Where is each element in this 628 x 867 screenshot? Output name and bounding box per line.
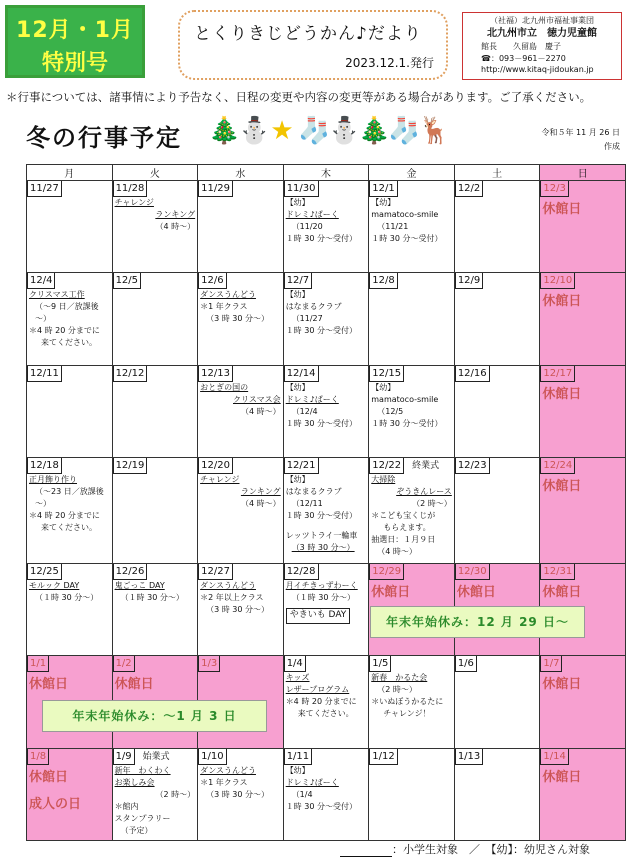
day-cell xyxy=(27,365,113,457)
event-line: ドレミ♪ぱーく xyxy=(285,394,339,404)
day-cell xyxy=(283,365,369,457)
date-number: 12/1 xyxy=(369,181,397,197)
date-number: 1/10 xyxy=(198,749,226,765)
week-row xyxy=(27,181,626,273)
event-line: ＊いぬぼうかるたに xyxy=(371,697,444,707)
date-number: 1/12 xyxy=(369,749,397,765)
event-line: ＊館内 xyxy=(114,801,139,811)
date-number: 1/5 xyxy=(369,656,391,672)
event-line: １時 30 分～受付） xyxy=(285,510,357,520)
week-row xyxy=(27,748,626,840)
event-line: クリスマス会 xyxy=(233,394,281,404)
weekday-3: 木 xyxy=(283,165,369,181)
date-number: 1/13 xyxy=(455,749,483,765)
event-line: ＊4 時 20 分までに xyxy=(29,510,100,520)
closed-label: 休館日 xyxy=(29,677,69,693)
event-line: （～9 日／放課後～） xyxy=(35,302,99,324)
event-line: （3 時 30 分～） xyxy=(206,605,270,615)
stocking-icon: 🧦 xyxy=(388,116,423,146)
event-line: 来てください。 xyxy=(41,522,97,532)
elementary-underline-sample xyxy=(340,856,392,857)
date-number: 11/29 xyxy=(198,181,233,197)
event-line: 【幼】 xyxy=(371,382,396,392)
date-number: 12/14 xyxy=(284,366,319,382)
website-url[interactable]: http://www.kitaq-jidoukan.jp xyxy=(481,65,594,75)
date-number: 12/3 xyxy=(540,181,568,197)
event-line: ＊2 年以上クラス xyxy=(200,593,264,603)
event-line: おとぎの国の xyxy=(200,382,249,392)
day-cell xyxy=(112,457,198,563)
day-cell xyxy=(540,748,626,840)
weekday-4: 金 xyxy=(369,165,455,181)
date-number: 12/7 xyxy=(284,273,312,289)
date-number: 12/12 xyxy=(113,366,148,382)
date-number: 11/30 xyxy=(284,181,319,197)
facility-name: 北九州市立 徳力児童館 xyxy=(487,27,597,39)
closed-label: 休館日 xyxy=(542,769,582,785)
event-line: ＊1 年クラス xyxy=(200,302,248,312)
closed-label: 休館日 xyxy=(542,202,582,217)
event-line xyxy=(286,522,367,530)
day-cell xyxy=(27,564,113,656)
special-issue-badge xyxy=(5,5,145,78)
weekday-5: 土 xyxy=(454,165,540,181)
closed-label: 休館日 xyxy=(371,585,411,601)
closed-label: 休館日 xyxy=(542,478,582,494)
event-line: 新年 わくわく xyxy=(114,765,171,775)
created-label: 作成 xyxy=(604,142,620,152)
date-number: 1/8 xyxy=(27,749,49,765)
weekday-6: 日 xyxy=(540,165,626,181)
date-number: 12/31 xyxy=(540,564,575,580)
event-line: （予定） xyxy=(120,825,153,835)
weekday-header xyxy=(27,165,626,181)
date-number: 1/14 xyxy=(540,749,568,765)
date-number: 12/21 xyxy=(284,458,319,474)
day-cell xyxy=(369,748,455,840)
event-line: はなまるクラブ xyxy=(285,486,342,496)
wreath-icon: 🎄 xyxy=(208,116,243,146)
day-cell xyxy=(454,273,540,365)
date-number: 12/5 xyxy=(113,273,141,289)
event-line: 【幼】 xyxy=(371,198,396,207)
day-cell xyxy=(283,457,369,563)
day-cell xyxy=(540,365,626,457)
day-cell xyxy=(198,564,284,656)
event-line: ぞうきんレース xyxy=(396,486,452,496)
operator: （社福）北九州市福祉事業団 xyxy=(490,16,594,25)
newsletter-title: とくりきじどうかん♪だより xyxy=(194,24,422,44)
event-line: １時 30 分～受付） xyxy=(285,234,357,243)
day-cell xyxy=(112,748,198,840)
event-line: 来てください。 xyxy=(41,338,97,348)
event-line: mamatoco-smile xyxy=(371,394,439,404)
closed-label: 休館日 xyxy=(114,677,154,693)
date-number: 12/24 xyxy=(540,458,575,474)
event-line: 鬼ごっこ DAY xyxy=(114,581,165,591)
event-line: スタンプラリー xyxy=(114,813,171,823)
event-line: （11/21 xyxy=(377,222,409,231)
event-line: （4 時～） xyxy=(241,498,281,508)
date-number: 12/6 xyxy=(198,273,226,289)
star-icon: ★ xyxy=(270,116,296,146)
closed-label: 休館日 xyxy=(542,677,582,693)
event-line: （１時 30 分～） xyxy=(291,593,355,603)
event-line: （11/20 xyxy=(291,222,323,231)
event-line: チャレンジ xyxy=(114,198,154,207)
day-cell xyxy=(454,457,540,563)
date-number: 12/26 xyxy=(113,564,148,580)
event-line: もらえます。 xyxy=(383,522,431,532)
date-number: 12/22 xyxy=(369,458,404,474)
day-cell xyxy=(198,273,284,365)
event-line: ランキング xyxy=(155,210,196,219)
event-line: 大掃除 xyxy=(371,474,396,484)
date-number: 12/2 xyxy=(455,181,483,197)
event-line: やきいも DAY xyxy=(286,608,351,624)
day-cell xyxy=(112,365,198,457)
day-cell xyxy=(369,273,455,365)
reindeer-icon: 🦌 xyxy=(418,116,453,146)
event-line: 抽選日：１月９日 xyxy=(371,534,436,544)
dec-closure-banner: 年末年始休み：12 月 29 日～ xyxy=(370,606,585,638)
closed-label: 休館日 xyxy=(456,585,496,601)
event-line: お楽しみ会 xyxy=(114,777,155,787)
date-number: 12/23 xyxy=(455,458,490,474)
event-line: （4 時～） xyxy=(377,546,417,556)
date-number: 12/28 xyxy=(284,564,319,580)
date-number: 12/15 xyxy=(369,366,404,382)
day-cell xyxy=(27,457,113,563)
christmas-decorations xyxy=(208,116,498,164)
weekday-1: 火 xyxy=(112,165,198,181)
day-cell xyxy=(27,748,113,840)
day-cell xyxy=(540,181,626,273)
event-line: （2 時～） xyxy=(377,685,417,695)
event-line: 【幼】 xyxy=(285,765,310,775)
notice: ＊行事については、諸事情により予告なく、日程の変更や内容の変更等がある場合があります。ご了承ください。 xyxy=(6,90,592,104)
event-line: ダンスうんどう xyxy=(200,581,256,591)
created-date-value: 令和５年 11 月 26 日 xyxy=(541,128,620,137)
badge-month: 12月・1月 xyxy=(16,18,134,43)
day-cell xyxy=(540,656,626,748)
date-number: 1/9 xyxy=(113,749,135,765)
date-number: 12/4 xyxy=(27,273,55,289)
snowman-icon: ⛄ xyxy=(328,116,363,146)
date-number: 1/7 xyxy=(540,656,562,672)
date-number: 12/9 xyxy=(455,273,483,289)
date-number: 12/27 xyxy=(198,564,233,580)
organization-box xyxy=(462,12,622,80)
holiday-label: 成人の日 xyxy=(29,797,82,813)
created-date xyxy=(520,126,620,155)
snowman-icon: ⛄ xyxy=(238,116,273,146)
day-cell xyxy=(454,748,540,840)
ceremony-label: 終業式 xyxy=(412,460,440,471)
day-cell xyxy=(283,273,369,365)
event-line: レッツトライ一輪車 xyxy=(285,530,358,540)
legend xyxy=(340,841,590,857)
event-line: mamatoco-smile xyxy=(371,210,439,219)
day-cell xyxy=(283,181,369,273)
day-cell xyxy=(540,457,626,563)
day-cell xyxy=(369,656,455,748)
event-line: モルック DAY xyxy=(29,581,80,591)
closed-label: 休館日 xyxy=(29,769,69,785)
date-number: 1/2 xyxy=(113,656,135,672)
stocking-icon: 🧦 xyxy=(298,116,333,146)
event-line: （1/4 xyxy=(291,789,313,799)
event-line: （3 時 30 分～） xyxy=(206,789,270,799)
week-row xyxy=(27,457,626,563)
day-cell xyxy=(540,273,626,365)
day-cell xyxy=(112,273,198,365)
week-row xyxy=(27,365,626,457)
event-line: レザープログラム xyxy=(285,685,350,695)
event-line: 【幼】 xyxy=(285,198,310,207)
event-line: １時 30 分～受付） xyxy=(285,418,357,428)
event-line: （～23 日／放課後～） xyxy=(35,486,104,508)
event-line: （2 時～） xyxy=(412,498,452,508)
event-line: ＊1 年クラス xyxy=(200,777,248,787)
event-line: （3 時 30 分～） xyxy=(206,314,270,324)
day-cell xyxy=(454,656,540,748)
date-number: 12/11 xyxy=(27,366,62,382)
event-line: ドレミ♪ぱーく xyxy=(285,777,339,787)
day-cell xyxy=(198,457,284,563)
closed-label: 休館日 xyxy=(542,585,582,601)
day-cell xyxy=(283,564,369,656)
date-number: 1/11 xyxy=(284,749,312,765)
day-cell xyxy=(198,748,284,840)
newsletter-title-box xyxy=(178,10,448,80)
day-cell xyxy=(283,656,369,748)
day-cell xyxy=(283,748,369,840)
date-number: 12/20 xyxy=(198,458,233,474)
issue-date: 2023.12.1.発行 xyxy=(345,56,434,70)
event-line: （12/5 xyxy=(377,406,404,416)
event-line: 正月飾り作り xyxy=(29,474,77,484)
weekday-0: 月 xyxy=(27,165,113,181)
event-line: ＊こども宝くじが xyxy=(371,510,436,520)
date-number: 1/3 xyxy=(198,656,220,672)
date-number: 1/4 xyxy=(284,656,306,672)
closed-label: 休館日 xyxy=(542,294,582,310)
day-cell xyxy=(27,273,113,365)
weekday-2: 水 xyxy=(198,165,284,181)
director: 館長 久留島 慶子 xyxy=(481,42,561,52)
day-cell xyxy=(112,181,198,273)
event-line: キッズ xyxy=(285,673,310,683)
event-line: ランキング xyxy=(240,486,281,496)
christmas-tree-icon: 🎄 xyxy=(358,116,393,146)
event-line: 【幼】 xyxy=(285,290,310,300)
event-line: ＊4 時 20 分までに xyxy=(285,697,357,707)
day-cell xyxy=(454,181,540,273)
date-number: 11/28 xyxy=(113,181,148,197)
event-line: チャレンジ！ xyxy=(383,709,431,719)
day-cell xyxy=(369,181,455,273)
event-line: クリスマス工作 xyxy=(29,290,85,300)
event-line: １時 30 分～受付） xyxy=(285,326,357,336)
date-number: 12/8 xyxy=(369,273,397,289)
date-number: 12/16 xyxy=(455,366,490,382)
event-line: （4 時～） xyxy=(155,222,196,231)
day-cell xyxy=(454,365,540,457)
event-line: はなまるクラブ xyxy=(285,302,342,312)
telephone: ☎：093－961－2270 xyxy=(481,53,566,63)
date-number: 12/30 xyxy=(455,564,490,580)
event-line: （12/11 xyxy=(291,498,323,508)
week-row xyxy=(27,273,626,365)
event-line: １時 30 分～受付） xyxy=(371,418,443,428)
event-line: 【幼】 xyxy=(285,382,310,392)
legend-text: ：小学生対象 ／ 【幼】：幼児さん対象 xyxy=(392,843,590,856)
event-line: 月イチきっずわーく xyxy=(285,581,358,591)
event-line: チャレンジ xyxy=(200,474,240,484)
event-line: １時 30 分～受付） xyxy=(285,801,357,811)
date-number: 12/18 xyxy=(27,458,62,474)
event-line: ドレミ♪ぱーく xyxy=(285,210,339,219)
event-line: （3 時 30 分～） xyxy=(291,542,355,552)
date-number: 11/27 xyxy=(27,181,62,197)
day-cell xyxy=(369,365,455,457)
event-line: （12/4 xyxy=(291,406,318,416)
event-line: （11/27 xyxy=(291,314,323,324)
event-line: （１時 30 分～） xyxy=(35,593,99,603)
event-calendar xyxy=(26,164,626,841)
calendar-title: 冬の行事予定 xyxy=(26,123,182,152)
date-number: 12/13 xyxy=(198,366,233,382)
date-number: 12/29 xyxy=(369,564,404,580)
jan-closure-banner: 年末年始休み：～1 月 3 日 xyxy=(42,700,267,732)
badge-special: 特別号 xyxy=(41,51,108,76)
day-cell xyxy=(369,457,455,563)
ceremony-label: 始業式 xyxy=(142,751,170,762)
day-cell xyxy=(112,564,198,656)
event-line: 新春 かるた会 xyxy=(371,673,428,683)
event-line: １時 30 分～受付） xyxy=(371,234,443,243)
event-line: 【幼】 xyxy=(285,474,310,484)
date-number: 12/19 xyxy=(113,458,148,474)
event-line: （4 時～） xyxy=(241,406,281,416)
day-cell xyxy=(198,365,284,457)
event-line: ダンスうんどう xyxy=(200,765,256,775)
event-line: ＊4 時 20 分までに xyxy=(29,326,100,336)
date-number: 12/17 xyxy=(540,366,575,382)
date-number: 1/1 xyxy=(27,656,49,672)
date-number: 1/6 xyxy=(455,656,477,672)
event-line: 来てください。 xyxy=(297,709,354,719)
event-line: （2 時～） xyxy=(155,789,196,799)
closed-label: 休館日 xyxy=(542,386,582,402)
day-cell xyxy=(27,181,113,273)
date-number: 12/25 xyxy=(27,564,62,580)
event-line: ダンスうんどう xyxy=(200,290,256,300)
event-line: （１時 30 分～） xyxy=(120,593,184,603)
date-number: 12/10 xyxy=(540,273,575,289)
day-cell xyxy=(198,181,284,273)
